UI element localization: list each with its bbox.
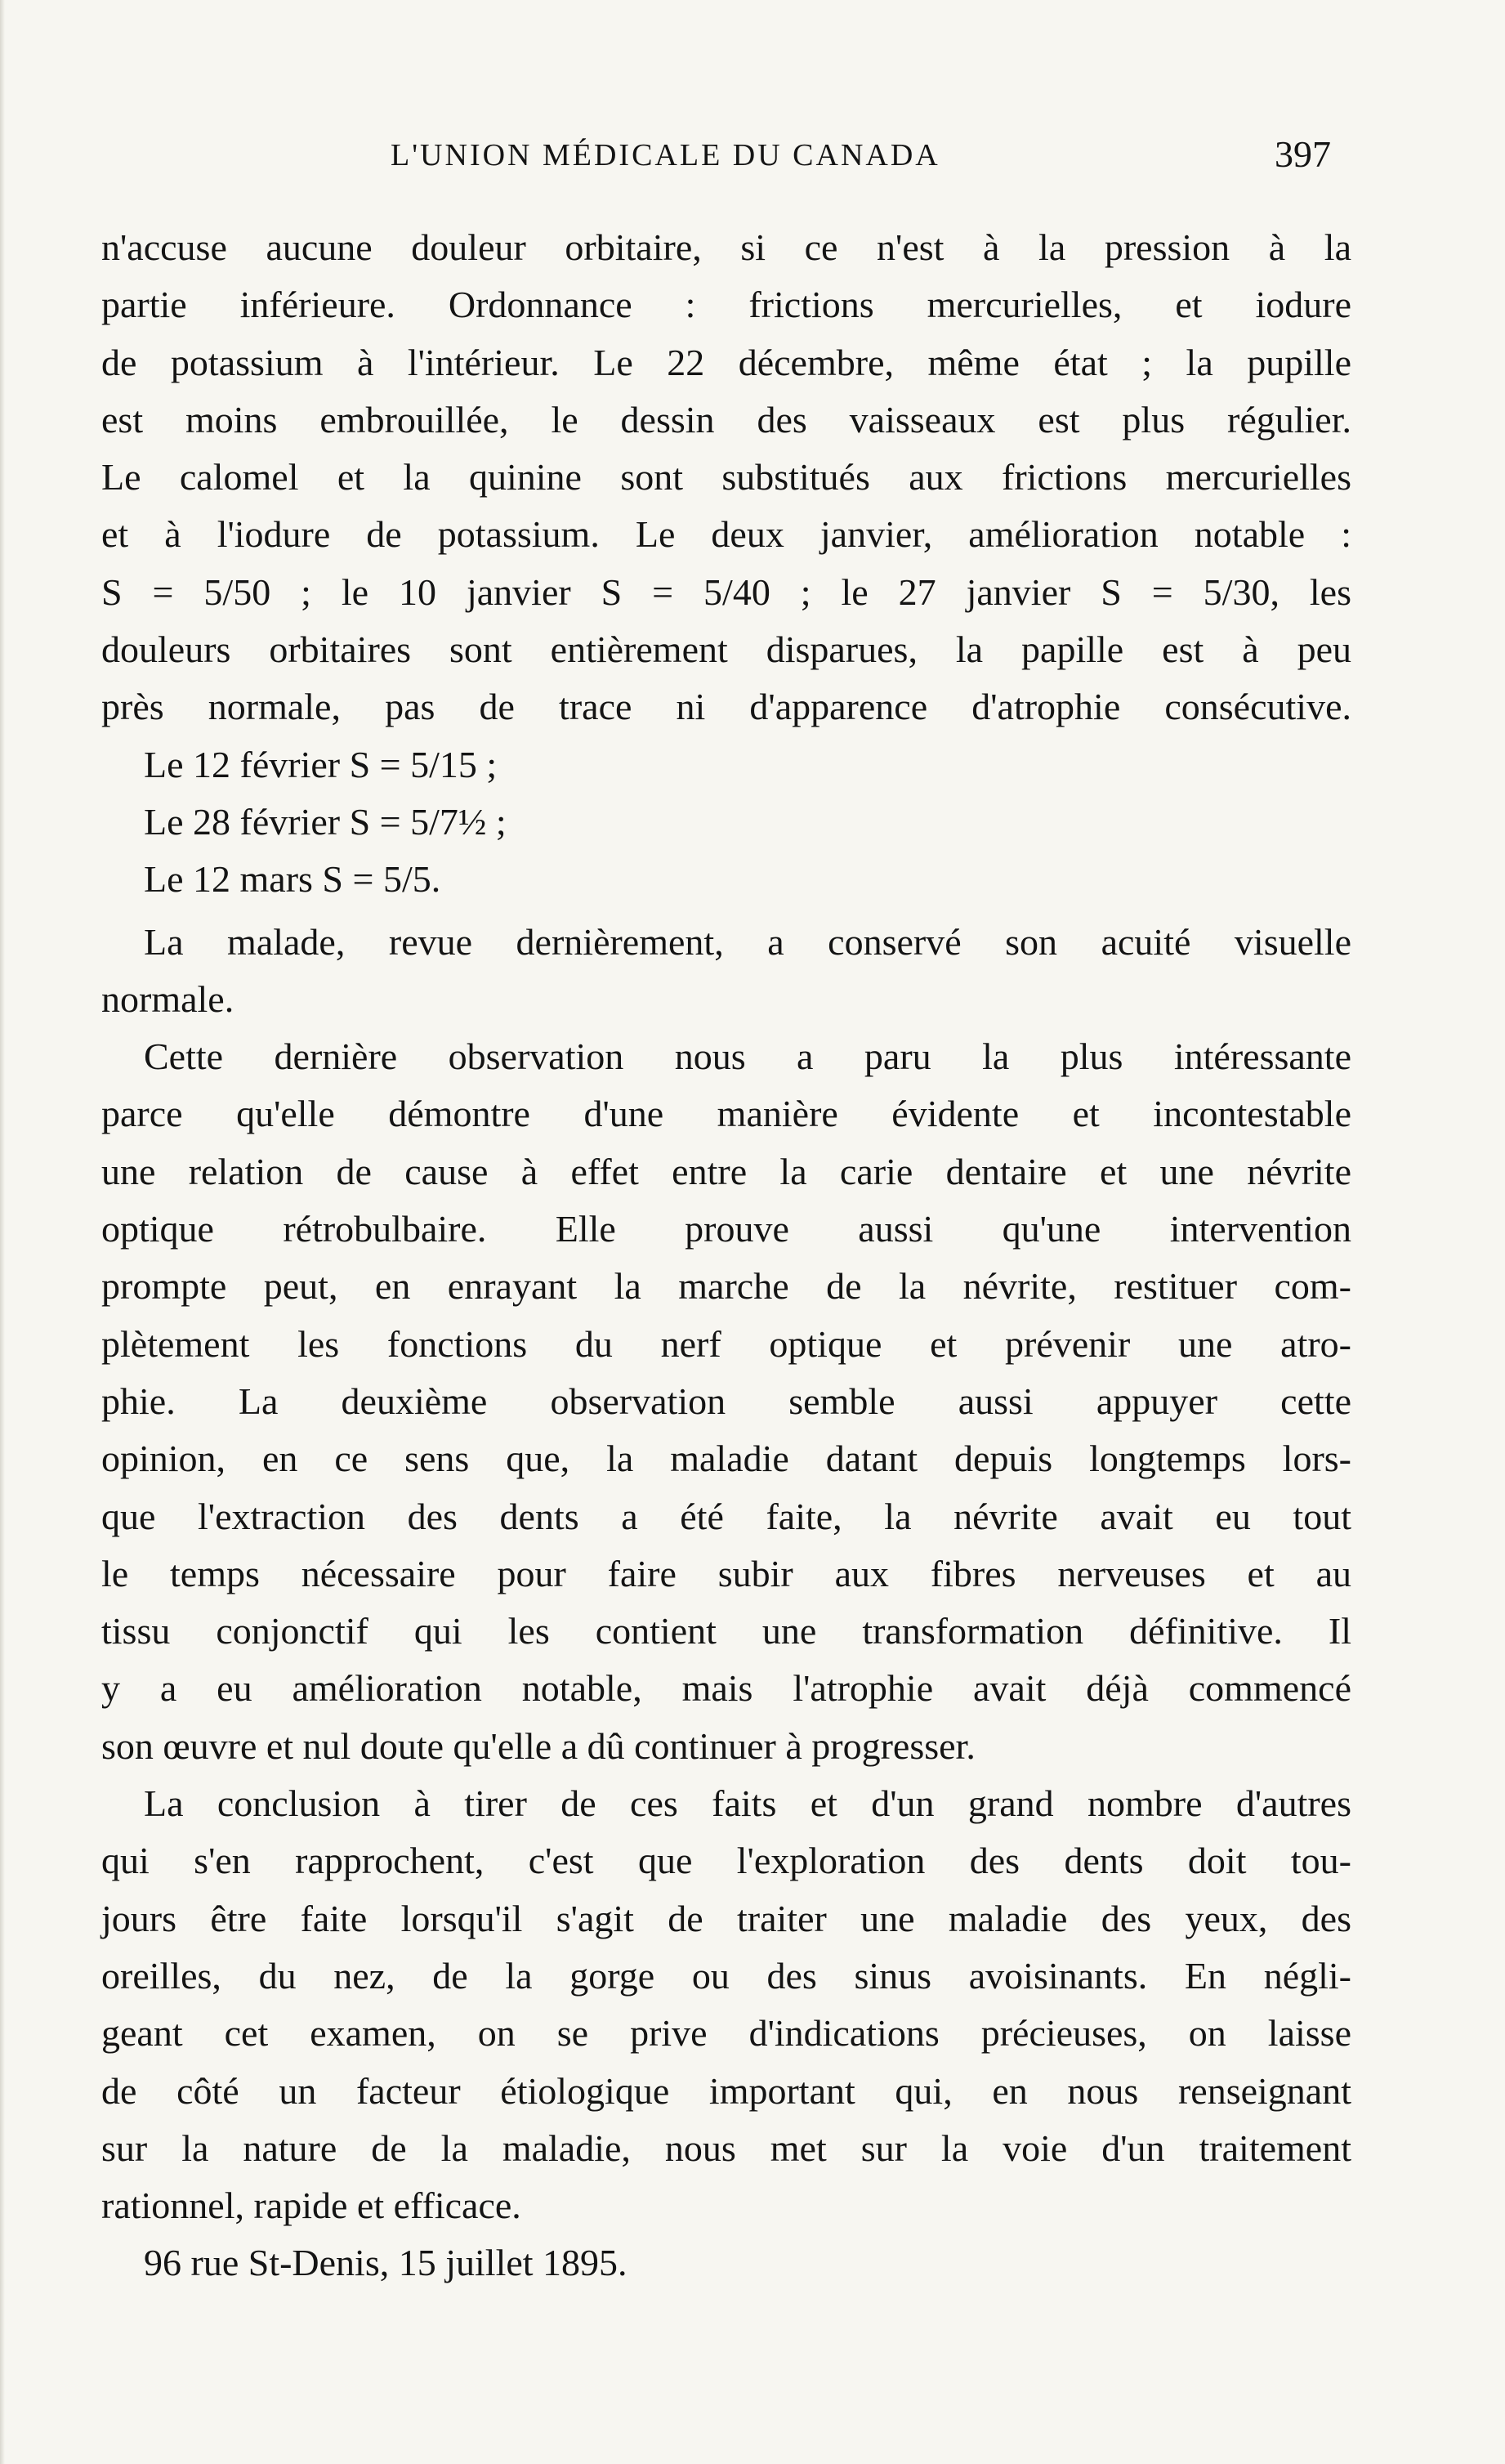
text-line: n'accuse aucune douleur orbitaire, si ce n'est à la pression à la <box>101 226 1351 268</box>
text-line: de potassium à l'intérieur. Le 22 décembre, même état ; la pupille <box>101 341 1351 383</box>
text-line: oreilles, du nez, de la gorge ou des sinus avoisinants. En négli- <box>101 1954 1351 1997</box>
acuity-measurements <box>101 736 1351 909</box>
text-line: douleurs orbitaires sont entièrement disparues, la papille est à peu <box>101 628 1351 671</box>
text-line: son œuvre et nul doute qu'elle a dû continuer à progresser. <box>101 1724 976 1767</box>
paragraph-follow-up <box>101 914 1351 1029</box>
text-line: Le calomel et la quinine sont substitués aux frictions mercurielles <box>101 456 1351 499</box>
text-line: près normale, pas de trace ni d'apparence d'atrophie consécutive. <box>101 686 1351 728</box>
text-line: sur la nature de la maladie, nous met sur la voie d'un traitement <box>101 2126 1351 2169</box>
text-line: normale. <box>101 977 234 1020</box>
text-line: que l'extraction des dents a été faite, la névrite avait eu tout <box>101 1495 1351 1537</box>
text-line: y a eu amélioration notable, mais l'atrophie avait déjà commencé <box>101 1667 1351 1710</box>
measurement-line: Le 12 mars S = 5/5. <box>144 858 441 901</box>
signature-dateline: 96 rue St-Denis, 15 juillet 1895. <box>144 2242 627 2284</box>
text-line: tissu conjonctif qui les contient une transformation définitive. Il <box>101 1610 1351 1652</box>
text-line: phie. La deuxième observation semble aussi appuyer cette <box>101 1380 1351 1422</box>
paragraph-conclusion <box>101 1775 1351 2234</box>
text-line: parce qu'elle démontre d'une manière évidente et incontestable <box>101 1093 1351 1135</box>
text-line: optique rétrobulbaire. Elle prouve aussi qu'une intervention <box>101 1208 1351 1250</box>
text-line: partie inférieure. Ordonnance : frictions mercurielles, et iodure <box>101 284 1351 326</box>
text-line: S = 5/50 ; le 10 janvier S = 5/40 ; le 27 janvier S = 5/30, les <box>101 570 1351 613</box>
text-line: et à l'iodure de potassium. Le deux janvier, amélioration notable : <box>101 513 1351 556</box>
text-line: qui s'en rapprochent, c'est que l'exploration des dents doit tou- <box>101 1840 1351 1882</box>
text-line: prompte peut, en enrayant la marche de la névrite, restituer com- <box>101 1265 1351 1308</box>
text-line: plètement les fonctions du nerf optique et prévenir une atro- <box>101 1322 1351 1365</box>
running-head: L'UNION MÉDICALE DU CANADA <box>391 138 940 172</box>
paragraph-discussion <box>101 1028 1351 1775</box>
paragraph-case-report <box>101 219 1351 736</box>
text-line: La malade, revue dernièrement, a conservé son acuité visuelle <box>144 920 1351 963</box>
text-line: une relation de cause à effet entre la carie dentaire et une névrite <box>101 1150 1351 1192</box>
text-line: de côté un facteur étiologique important qui, en nous renseignant <box>101 2069 1351 2112</box>
page-number: 397 <box>1275 133 1331 175</box>
text-line: jours être faite lorsqu'il s'agit de traiter une maladie des yeux, des <box>101 1897 1351 1939</box>
text-line: rationnel, rapide et efficace. <box>101 2185 521 2227</box>
measurement-line: Le 12 février S = 5/15 ; <box>144 743 498 785</box>
text-line: opinion, en ce sens que, la maladie datant depuis longtemps lors- <box>101 1438 1351 1480</box>
text-line: Cette dernière observation nous a paru la plus intéressante <box>144 1035 1351 1078</box>
text-line: le temps nécessaire pour faire subir aux fibres nerveuses et au <box>101 1552 1351 1594</box>
body-text <box>101 219 1351 2292</box>
text-line: La conclusion à tirer de ces faits et d'un grand nombre d'autres <box>144 1782 1351 1825</box>
measurement-line: Le 28 février S = 5/7½ ; <box>144 800 507 843</box>
scan-edge <box>0 0 5 2464</box>
text-line: est moins embrouillée, le dessin des vaisseaux est plus régulier. <box>101 398 1351 440</box>
text-line: geant cet examen, on se prive d'indications précieuses, on laisse <box>101 2012 1351 2055</box>
